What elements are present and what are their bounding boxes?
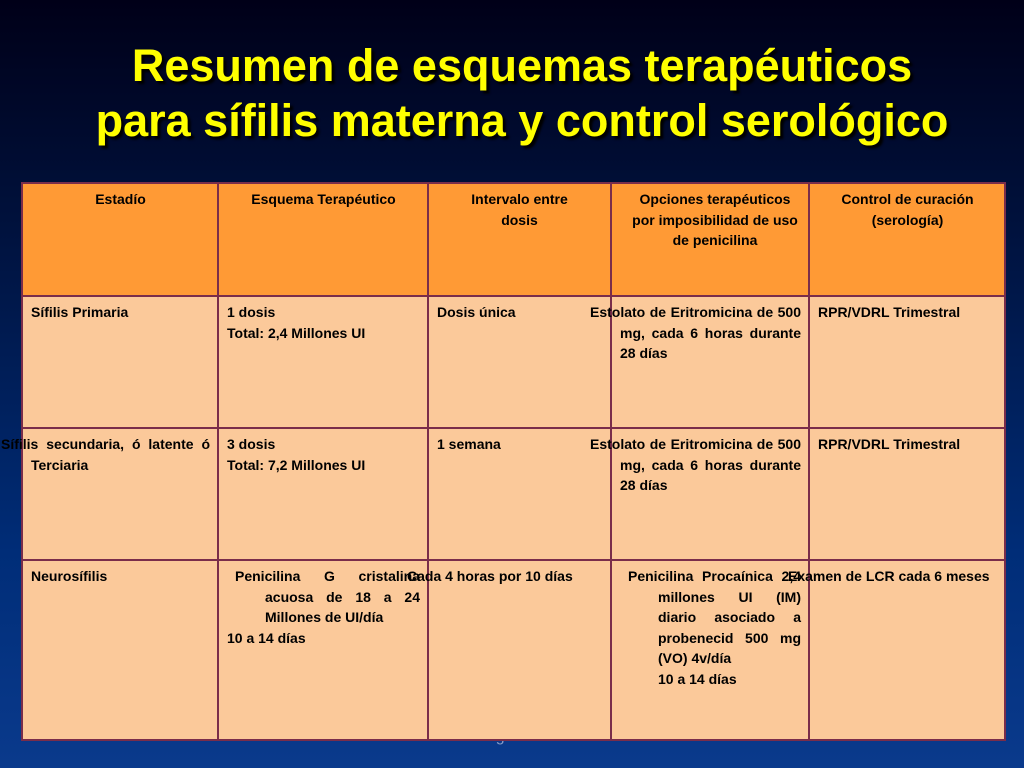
table-header-row [22,183,1005,296]
opciones-line: Penicilina Procaínica 2,4 millones UI (IM) diario asociado a probenecid 500 mg (VO) 4v/día [628,568,801,666]
cell-esquema [218,560,428,740]
header-estadio: Estadío [22,183,218,296]
slide-title-line-1: Resumen de esquemas terapéuticos [131,40,913,91]
table-row [22,296,1005,428]
cell-esquema [218,428,428,560]
esquema-line: 3 dosis [227,436,276,452]
treatment-table [1,182,1006,741]
cell-control: RPR/VDRL Trimestral [809,296,1005,428]
cell-control: Examen de LCR cada 6 meses [809,560,1005,740]
header-opciones: Opciones terapéuticos por imposibilidad de uso de penicilina [611,183,809,296]
cell-estadio: Sífilis secundaria, ó latente ó Terciaria [22,428,218,560]
slide-title [0,38,1024,148]
header-esquema: Esquema Terapéutico [218,183,428,296]
cell-estadio: Neurosífilis [22,560,218,740]
header-intervalo: Intervalo entre dosis [428,183,611,296]
esquema-line: 10 a 14 días [227,629,306,646]
esquema-line: Total: 7,2 Millones UI [227,456,366,473]
esquema-line: Total: 2,4 Millones UI [227,324,366,341]
esquema-line: Penicilina G cristalina acuosa de 18 a 24 Millones de UI/día [235,568,420,625]
cell-opciones: Estolato de Eritromicina de 500 mg, cada 6 horas durante 28 días [611,296,809,428]
esquema-line: 1 dosis [227,304,276,320]
header-control: Control de curación (serología) [809,183,1005,296]
cell-opciones: Estolato de Eritromicina de 500 mg, cada 6 horas durante 28 días [611,428,809,560]
cell-intervalo: Cada 4 horas por 10 días [428,560,611,740]
slide-title-line-2: para sífilis materna y control serológico [95,95,949,146]
cell-control: RPR/VDRL Trimestral [809,428,1005,560]
cell-esquema [218,296,428,428]
cell-intervalo: Dosis única [428,296,611,428]
cell-intervalo: 1 semana [428,428,611,560]
cell-estadio: Sífilis Primaria [22,296,218,428]
opciones-line: 10 a 14 días [658,670,737,687]
table-row [22,560,1005,740]
cell-opciones [611,560,809,740]
table-row [22,428,1005,560]
